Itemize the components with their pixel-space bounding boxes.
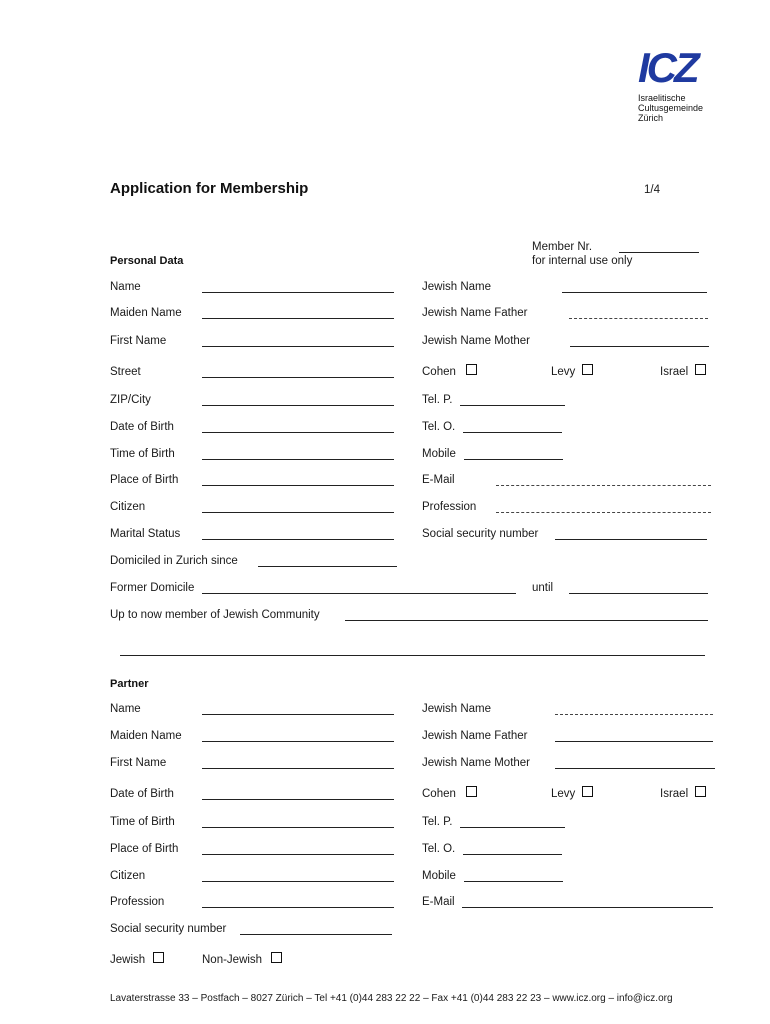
- maiden-name-label: Maiden Name: [110, 307, 182, 319]
- partner-jewish-name-father-label: Jewish Name Father: [422, 730, 528, 742]
- logo-subtitle-1: Israelitische: [638, 93, 686, 103]
- partner-citizen-field[interactable]: [202, 881, 394, 882]
- tel-o-label: Tel. O.: [422, 421, 456, 433]
- time-of-birth-label: Time of Birth: [110, 448, 175, 460]
- partner-levy-checkbox[interactable]: [582, 786, 593, 797]
- footer-address: Lavaterstrasse 33 – Postfach – 8027 Zürich – Tel +41 (0)44 283 22 22 – Fax +41 (0)44 283 22 23 – www.icz.org – info@icz.org: [110, 993, 673, 1004]
- jewish-label: Jewish: [110, 954, 146, 966]
- partner-email-field[interactable]: [462, 907, 713, 908]
- partner-profession-field[interactable]: [202, 907, 394, 908]
- time-of-birth-field[interactable]: [202, 459, 394, 460]
- zip-city-label: ZIP/City: [110, 394, 151, 406]
- partner-mobile-label: Mobile: [422, 870, 456, 882]
- social-security-label: Social security number: [422, 528, 539, 540]
- partner-cohen-label: Cohen: [422, 788, 456, 800]
- jewish-name-mother-field[interactable]: [570, 346, 709, 347]
- partner-tel-p-field[interactable]: [460, 827, 565, 828]
- icz-logo-mark: [638, 44, 716, 88]
- first-name-label: First Name: [110, 335, 167, 347]
- partner-first-name-field[interactable]: [202, 768, 394, 769]
- partner-name-field[interactable]: [202, 714, 394, 715]
- place-of-birth-field[interactable]: [202, 485, 394, 486]
- first-name-field[interactable]: [202, 346, 394, 347]
- until-label: until: [532, 582, 554, 594]
- partner-place-of-birth-label: Place of Birth: [110, 843, 179, 855]
- profession-field[interactable]: [496, 512, 711, 513]
- partner-jewish-name-mother-field[interactable]: [555, 768, 715, 769]
- mobile-label: Mobile: [422, 448, 456, 460]
- jewish-checkbox[interactable]: [153, 952, 164, 963]
- marital-status-label: Marital Status: [110, 528, 181, 540]
- partner-mobile-field[interactable]: [464, 881, 563, 882]
- name-field[interactable]: [202, 292, 394, 293]
- partner-jewish-name-label: Jewish Name: [422, 703, 492, 715]
- email-label: E-Mail: [422, 474, 455, 486]
- place-of-birth-label: Place of Birth: [110, 474, 179, 486]
- until-field[interactable]: [569, 593, 708, 594]
- profession-label: Profession: [422, 501, 477, 513]
- non-jewish-checkbox[interactable]: [271, 952, 282, 963]
- jewish-name-mother-label: Jewish Name Mother: [422, 335, 531, 347]
- name-label: Name: [110, 281, 141, 293]
- member-nr-label: Member Nr.: [532, 241, 593, 253]
- partner-jewish-name-father-field[interactable]: [555, 741, 713, 742]
- partner-email-label: E-Mail: [422, 896, 455, 908]
- svg-text:ICZ: ICZ: [638, 44, 697, 88]
- partner-profession-label: Profession: [110, 896, 165, 908]
- partner-citizen-label: Citizen: [110, 870, 146, 882]
- email-field[interactable]: [496, 485, 711, 486]
- israel-label: Israel: [660, 366, 689, 378]
- mobile-field[interactable]: [464, 459, 563, 460]
- date-of-birth-label: Date of Birth: [110, 421, 174, 433]
- partner-maiden-name-field[interactable]: [202, 741, 394, 742]
- internal-use-note: for internal use only: [532, 255, 633, 267]
- member-community-label: Up to now member of Jewish Community: [110, 609, 320, 621]
- partner-name-label: Name: [110, 703, 141, 715]
- tel-p-label: Tel. P.: [422, 394, 453, 406]
- member-nr-field[interactable]: [619, 252, 699, 253]
- logo-subtitle-2: Cultusgemeinde: [638, 103, 704, 113]
- non-jewish-label: Non-Jewish: [202, 954, 263, 966]
- partner-levy-label: Levy: [551, 788, 576, 800]
- partner-place-of-birth-field[interactable]: [202, 854, 394, 855]
- partner-time-of-birth-field[interactable]: [202, 827, 394, 828]
- partner-israel-checkbox[interactable]: [695, 786, 706, 797]
- partner-jewish-name-mother-label: Jewish Name Mother: [422, 757, 531, 769]
- citizen-label: Citizen: [110, 501, 146, 513]
- member-community-field[interactable]: [345, 620, 708, 621]
- partner-social-security-label: Social security number: [110, 923, 227, 935]
- jewish-name-label: Jewish Name: [422, 281, 492, 293]
- personal-data-heading: Personal Data: [110, 255, 184, 267]
- icz-logo: [638, 44, 723, 123]
- partner-tel-o-label: Tel. O.: [422, 843, 456, 855]
- jewish-name-field[interactable]: [562, 292, 707, 293]
- date-of-birth-field[interactable]: [202, 432, 394, 433]
- section-divider: [120, 655, 705, 656]
- partner-tel-o-field[interactable]: [463, 854, 562, 855]
- jewish-name-father-field[interactable]: [569, 318, 708, 319]
- page-number: 1/4: [644, 184, 660, 196]
- partner-time-of-birth-label: Time of Birth: [110, 816, 175, 828]
- zip-city-field[interactable]: [202, 405, 394, 406]
- partner-date-of-birth-label: Date of Birth: [110, 788, 174, 800]
- partner-heading: Partner: [110, 678, 149, 690]
- social-security-field[interactable]: [555, 539, 707, 540]
- domiciled-field[interactable]: [258, 566, 397, 567]
- maiden-name-field[interactable]: [202, 318, 394, 319]
- domiciled-label: Domiciled in Zurich since: [110, 555, 238, 567]
- jewish-name-father-label: Jewish Name Father: [422, 307, 528, 319]
- partner-social-security-field[interactable]: [240, 934, 392, 935]
- page-title: Application for Membership: [110, 180, 309, 197]
- partner-first-name-label: First Name: [110, 757, 167, 769]
- partner-maiden-name-label: Maiden Name: [110, 730, 182, 742]
- tel-p-field[interactable]: [460, 405, 565, 406]
- partner-date-of-birth-field[interactable]: [202, 799, 394, 800]
- marital-status-field[interactable]: [202, 539, 394, 540]
- partner-israel-label: Israel: [660, 788, 689, 800]
- cohen-checkbox[interactable]: [466, 364, 477, 375]
- israel-checkbox[interactable]: [695, 364, 706, 375]
- levy-checkbox[interactable]: [582, 364, 593, 375]
- citizen-field[interactable]: [202, 512, 394, 513]
- street-label: Street: [110, 366, 141, 378]
- former-domicile-label: Former Domicile: [110, 582, 195, 594]
- logo-subtitle-3: Zürich: [638, 113, 664, 123]
- partner-jewish-name-field[interactable]: [555, 714, 713, 715]
- former-domicile-field[interactable]: [202, 593, 516, 594]
- cohen-label: Cohen: [422, 366, 456, 378]
- street-field[interactable]: [202, 377, 394, 378]
- partner-cohen-checkbox[interactable]: [466, 786, 477, 797]
- tel-o-field[interactable]: [463, 432, 562, 433]
- levy-label: Levy: [551, 366, 576, 378]
- partner-tel-p-label: Tel. P.: [422, 816, 453, 828]
